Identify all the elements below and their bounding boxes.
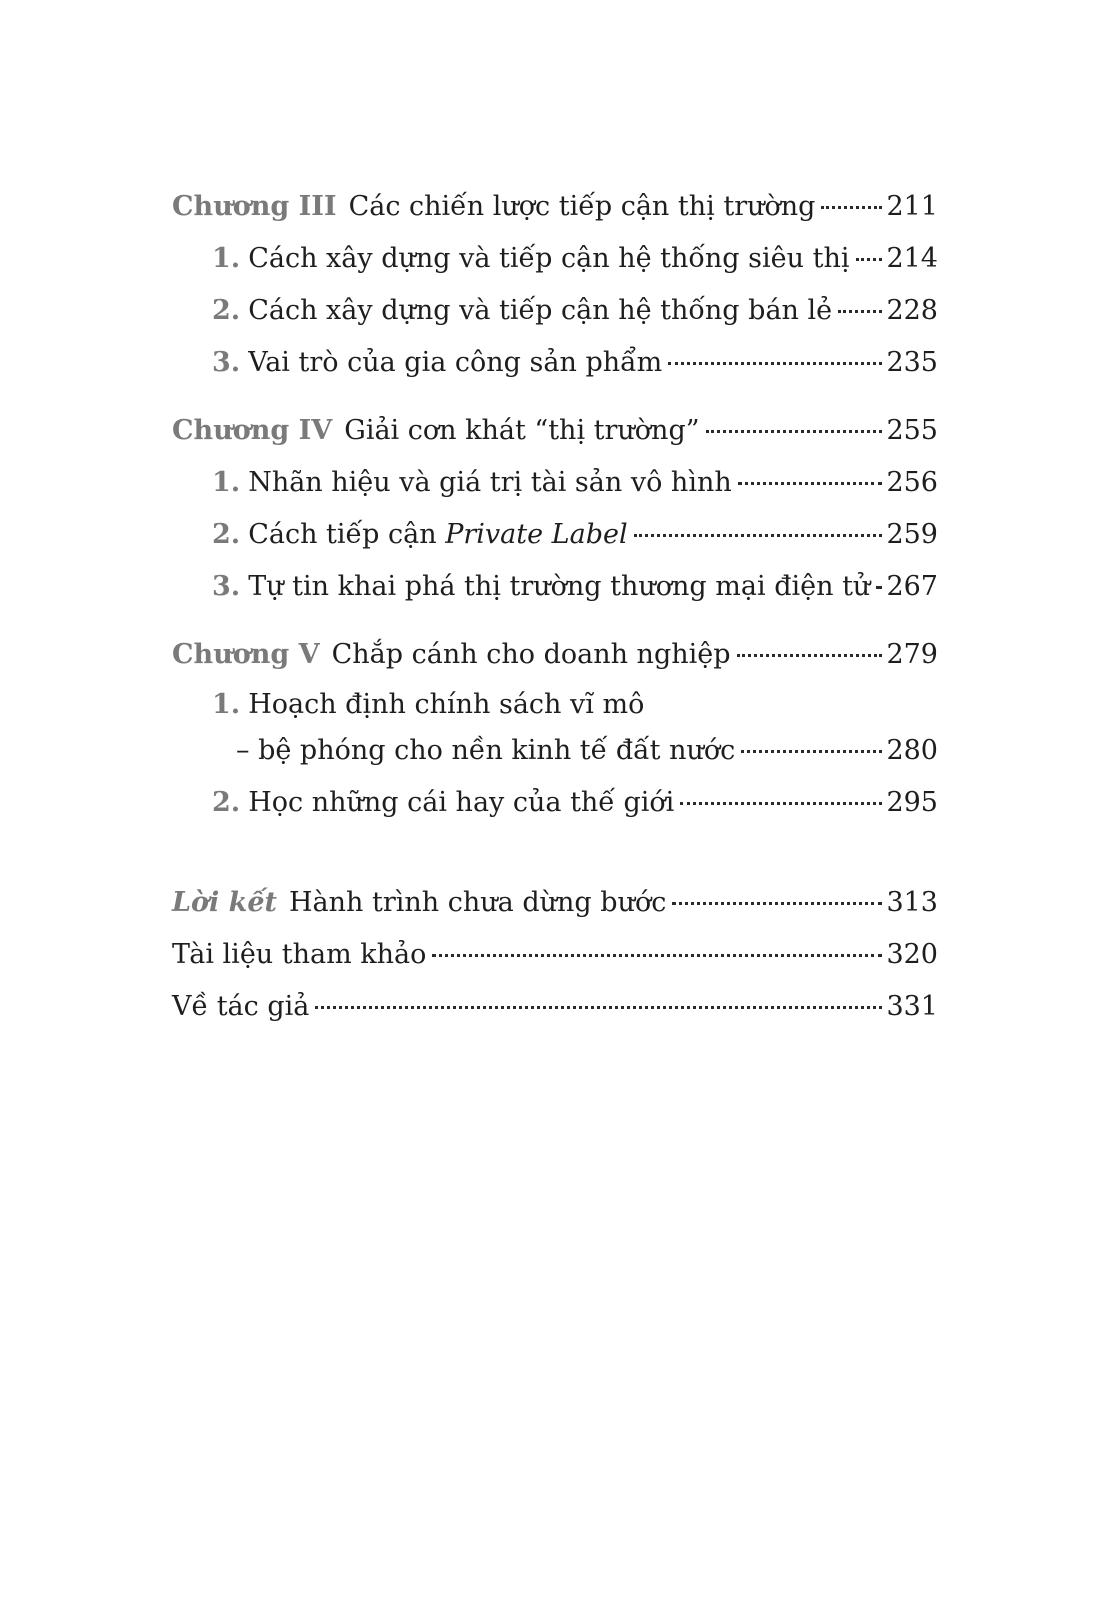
dot-leader xyxy=(432,933,882,963)
dot-leader xyxy=(706,409,883,439)
chapter-label: Chương IV xyxy=(172,415,333,446)
dot-leader xyxy=(876,565,882,595)
dot-leader xyxy=(680,781,882,811)
item-title: Hoạch định chính sách vĩ mô xyxy=(248,689,645,720)
toc-epilogue xyxy=(172,881,938,933)
item-number: 2. xyxy=(212,295,241,326)
table-of-contents xyxy=(172,185,938,1037)
page-number: 255 xyxy=(886,415,938,446)
dot-leader xyxy=(741,729,882,759)
dot-leader xyxy=(821,185,882,215)
item-number: 3. xyxy=(212,571,241,602)
epilogue-label: Lời kết xyxy=(172,887,278,918)
item-title: Học những cái hay của thế giới xyxy=(248,787,675,818)
dot-leader xyxy=(738,461,883,491)
toc-item xyxy=(172,341,938,393)
item-title xyxy=(248,515,627,555)
item-title-prefix: Cách tiếp cận xyxy=(248,519,446,550)
references-title: Tài liệu tham khảo xyxy=(172,939,427,970)
page-number: 320 xyxy=(886,939,938,970)
dot-leader xyxy=(668,341,882,371)
toc-item-continuation xyxy=(172,729,938,781)
page-number: 313 xyxy=(886,887,938,918)
chapter-label: Chương III xyxy=(172,191,337,222)
dot-leader xyxy=(672,881,882,911)
toc-chapter-5 xyxy=(172,633,938,685)
about-author-title: Về tác giả xyxy=(172,991,310,1022)
page-number: 228 xyxy=(886,295,938,326)
item-number: 2. xyxy=(212,787,241,818)
item-number: 2. xyxy=(212,519,241,550)
chapter-label: Chương V xyxy=(172,639,320,670)
page-number: 259 xyxy=(886,519,938,550)
dot-leader xyxy=(737,633,883,663)
item-title: Vai trò của gia công sản phẩm xyxy=(248,347,663,378)
item-title-line2: – bệ phóng cho nền kinh tế đất nước xyxy=(236,735,736,766)
page-number: 267 xyxy=(886,571,938,602)
toc-item xyxy=(172,513,938,565)
item-title: Cách xây dựng và tiếp cận hệ thống siêu thị xyxy=(248,243,850,274)
toc-chapter-3 xyxy=(172,185,938,237)
item-number: 1. xyxy=(212,243,241,274)
toc-item xyxy=(172,237,938,289)
item-title-italic: Private Label xyxy=(445,519,628,550)
page-number: 235 xyxy=(886,347,938,378)
chapter-title: Chắp cánh cho doanh nghiệp xyxy=(331,639,731,670)
page-number: 331 xyxy=(886,991,938,1022)
toc-references xyxy=(172,933,938,985)
toc-item xyxy=(172,565,938,617)
toc-about-author xyxy=(172,985,938,1037)
page-number: 214 xyxy=(886,243,938,274)
item-number: 3. xyxy=(212,347,241,378)
toc-item xyxy=(172,781,938,833)
dot-leader xyxy=(315,985,882,1015)
epilogue-title: Hành trình chưa dừng bước xyxy=(289,887,667,918)
chapter-title: Giải cơn khát “thị trường” xyxy=(344,415,700,446)
item-title: Cách xây dựng và tiếp cận hệ thống bán lẻ xyxy=(248,295,833,326)
item-title: Tự tin khai phá thị trường thương mại điện tử xyxy=(248,571,871,602)
page-number: 279 xyxy=(886,639,938,670)
item-number: 1. xyxy=(212,467,241,498)
toc-chapter-4 xyxy=(172,409,938,461)
toc-item xyxy=(172,461,938,513)
page-number: 295 xyxy=(886,787,938,818)
toc-item xyxy=(172,289,938,341)
page-number: 280 xyxy=(886,735,938,766)
dot-leader xyxy=(856,237,883,267)
page-number: 256 xyxy=(886,467,938,498)
dot-leader xyxy=(838,289,882,319)
page-number: 211 xyxy=(886,191,938,222)
dot-leader xyxy=(634,513,883,543)
toc-item xyxy=(172,685,938,729)
chapter-title: Các chiến lược tiếp cận thị trường xyxy=(348,191,816,222)
item-title: Nhãn hiệu và giá trị tài sản vô hình xyxy=(248,467,732,498)
item-number: 1. xyxy=(212,689,241,720)
